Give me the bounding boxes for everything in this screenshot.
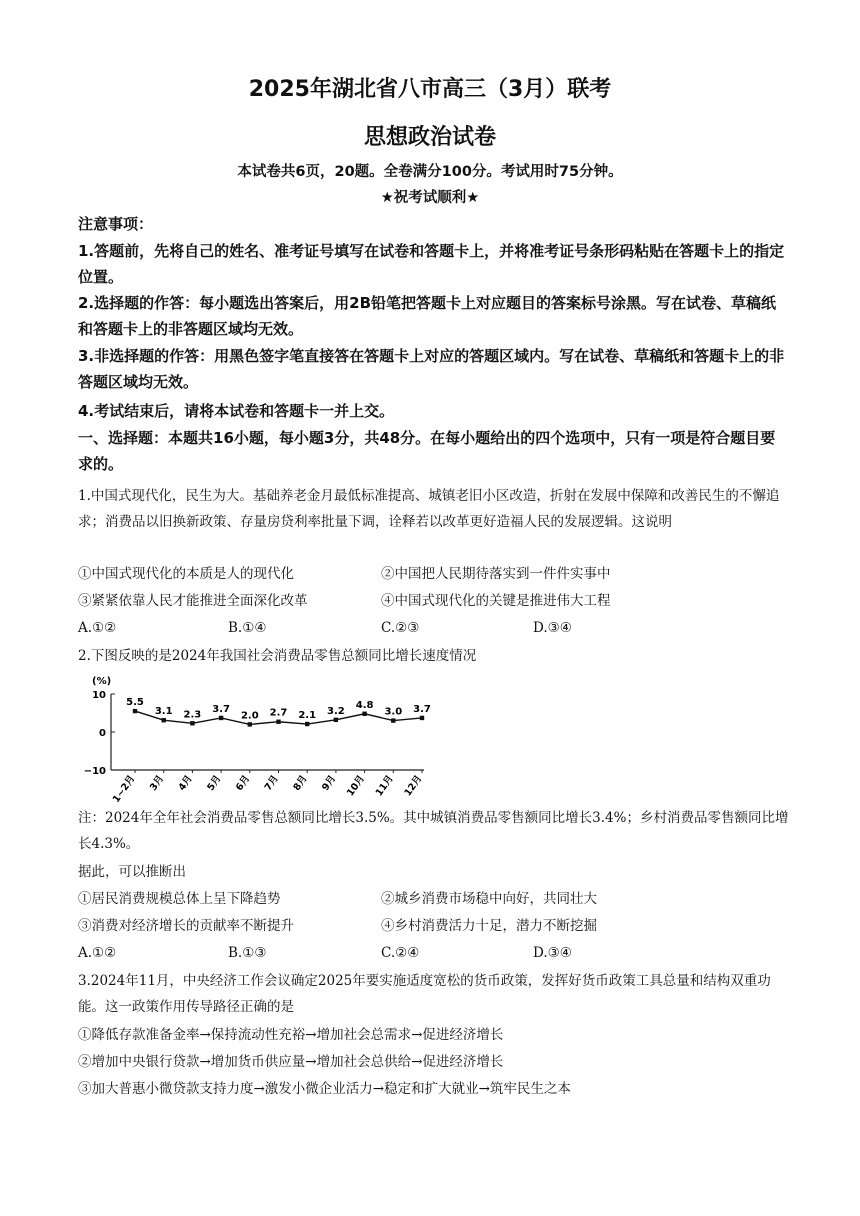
chart-ytick-bottom: −10 <box>83 766 106 777</box>
chart-x-tick-label-11: 12月 <box>402 773 425 799</box>
chart-data-label-4: 3.7 <box>212 703 230 715</box>
chart-x-tick-label-2: 3月 <box>147 773 167 793</box>
q1-statement-2: ②中国把人民期待落实到一件件实事中 <box>381 566 611 582</box>
chart-x-tick-label-9: 10月 <box>345 773 368 799</box>
chart-x-tick-label-7: 8月 <box>291 773 310 793</box>
retail-growth-line-chart <box>78 674 431 805</box>
q2-option-d: D.③④ <box>533 945 572 961</box>
chart-point-9 <box>362 712 366 716</box>
q1-statement-1: ①中国式现代化的本质是人的现代化 <box>78 566 294 582</box>
q1-option-b: B.①④ <box>228 620 267 636</box>
q1-option-d: D.③④ <box>533 620 572 636</box>
chart-x-tick-label-4: 5月 <box>205 773 224 793</box>
note-item-3: 3.非选择题的作答：用黑色签字笔直接答在答题卡上对应的答题区域内。写在试卷、草稿纸和答题卡上的非答题区域均无效。 <box>78 347 785 391</box>
q3-statement-3: ③加大普惠小微贷款支持力度→激发小微企业活力→稳定和扩大就业→筑牢民生之本 <box>78 1081 571 1097</box>
chart-ytick-zero: 0 <box>99 728 106 739</box>
exam-title: 2025年湖北省八市高三（3月）联考 <box>248 77 612 102</box>
chart-point-4 <box>219 716 223 720</box>
chart-x-tick-label-5: 6月 <box>233 773 253 793</box>
chart-point-10 <box>391 718 395 722</box>
chart-point-5 <box>248 722 252 726</box>
q2-statement-3: ③消费对经济增长的贡献率不断提升 <box>78 918 294 934</box>
q1-option-c: C.②③ <box>381 620 420 636</box>
chart-point-3 <box>190 721 194 725</box>
note-item-1: 1.答题前，先将自己的姓名、准考证号填写在试卷和答题卡上，并将准考证号条形码粘贴在答题卡上的指定位置。 <box>78 242 785 286</box>
note-item-4: 4.考试结束后，请将本试卷和答题卡一并上交。 <box>78 402 395 420</box>
q2-option-a: A.①② <box>78 945 117 961</box>
note-item-2: 2.选择题的作答：每小题选出答案后，用2B铅笔把答题卡上对应题目的答案标号涂黑。写在试卷、草稿纸和答题卡上的非答题区域均无效。 <box>78 294 777 338</box>
question-2-options <box>78 940 790 966</box>
q3-statement-1: ①降低存款准备金率→保持流动性充裕→增加社会总需求→促进经济增长 <box>78 1027 504 1043</box>
question-2-lead: 据此，可以推断出 <box>78 864 186 880</box>
q2-statement-4: ④乡村消费活力十足，潜力不断挖掘 <box>381 918 597 934</box>
q2-option-c: C.②④ <box>381 945 420 961</box>
question-2-statements-row2 <box>78 913 790 939</box>
subject-title: 思想政治试卷 <box>363 125 496 150</box>
chart-point-7 <box>305 722 309 726</box>
chart-x-tick-label-6: 7月 <box>262 773 281 793</box>
chart-x-tick-label-1: 1~2月 <box>110 773 138 805</box>
chart-data-label-7: 2.1 <box>298 710 317 722</box>
q3-statement-2-row <box>78 1049 790 1075</box>
q1-option-a: A.①② <box>78 620 117 636</box>
q1-statement-4: ④中国式现代化的关键是推进伟大工程 <box>381 593 611 609</box>
question-1-statements-row1 <box>78 561 790 587</box>
q1-statement-3: ③紧紧依靠人民才能推进全面深化改革 <box>78 593 308 609</box>
q2-option-b: B.①③ <box>228 945 267 961</box>
chart-data-label-11: 3.7 <box>413 703 431 715</box>
chart-point-6 <box>276 720 280 724</box>
question-2-note: 注：2024年全年社会消费品零售总额同比增长3.5%。其中城镇消费品零售额同比增长3.4%；乡村消费品零售额同比增长4.3%。 <box>78 810 789 852</box>
chart-data-label-8: 3.2 <box>327 705 345 717</box>
notes-heading: 注意事项： <box>78 215 154 233</box>
q2-statement-2: ②城乡消费市场稳中向好，共同壮大 <box>381 891 597 907</box>
chart-plot-area <box>111 694 431 805</box>
question-3-stem: 3.2024年11月，中央经济工作会议确定2025年要实施适度宽松的货币政策，发挥好货币政策工具总量和结构双重功能。这一政策作用传导路径正确的是 <box>78 973 771 1015</box>
chart-x-tick-label-3: 4月 <box>176 773 195 793</box>
chart-point-1 <box>133 709 137 713</box>
chart-ytick-top: 10 <box>92 690 106 701</box>
q2-statement-1: ①居民消费规模总体上呈下降趋势 <box>78 891 281 907</box>
chart-data-label-10: 3.0 <box>384 706 403 718</box>
good-luck-line: ★祝考试顺利★ <box>380 190 480 206</box>
chart-data-label-6: 2.7 <box>269 707 288 719</box>
chart-x-tick-label-8: 9月 <box>320 773 339 793</box>
chart-data-label-9: 4.8 <box>355 699 374 711</box>
q3-statement-1-row <box>78 1022 790 1048</box>
chart-point-8 <box>334 718 338 722</box>
chart-y-unit: (%) <box>92 676 112 687</box>
q3-statement-3-row <box>78 1076 790 1102</box>
chart-data-label-2: 3.1 <box>154 706 173 718</box>
question-1-stem: 1.中国式现代化，民生为大。基础养老金月最低标准提高、城镇老旧小区改造，折射在发展中保障和改善民生的不懈追求；消费品以旧换新政策、存量房贷利率批量下调，诠释若以改革更好造福人民的发展逻辑。这说明 <box>78 488 780 530</box>
question-2-statements-row1 <box>78 886 790 912</box>
chart-point-2 <box>162 718 166 722</box>
question-2-stem: 2.下图反映的是2024年我国社会消费品零售总额同比增长速度情况 <box>78 648 477 664</box>
chart-data-label-5: 2.0 <box>240 710 259 722</box>
q3-statement-2: ②增加中央银行贷款→增加货币供应量→增加社会总供给→促进经济增长 <box>78 1054 504 1070</box>
chart-data-label-1: 5.5 <box>126 697 144 709</box>
question-1-options <box>78 615 790 641</box>
chart-data-label-3: 2.3 <box>183 709 202 721</box>
section-heading: 一、选择题：本题共16小题，每小题3分，共48分。在每小题给出的四个选项中，只有一项是符合题目要求的。 <box>78 429 776 473</box>
chart-x-tick-label-10: 11月 <box>373 773 396 799</box>
question-1-statements-row2 <box>78 588 790 614</box>
chart-point-11 <box>420 716 424 720</box>
exam-info: 本试卷共6页，20题。全卷满分100分。考试用时75分钟。 <box>237 164 623 180</box>
